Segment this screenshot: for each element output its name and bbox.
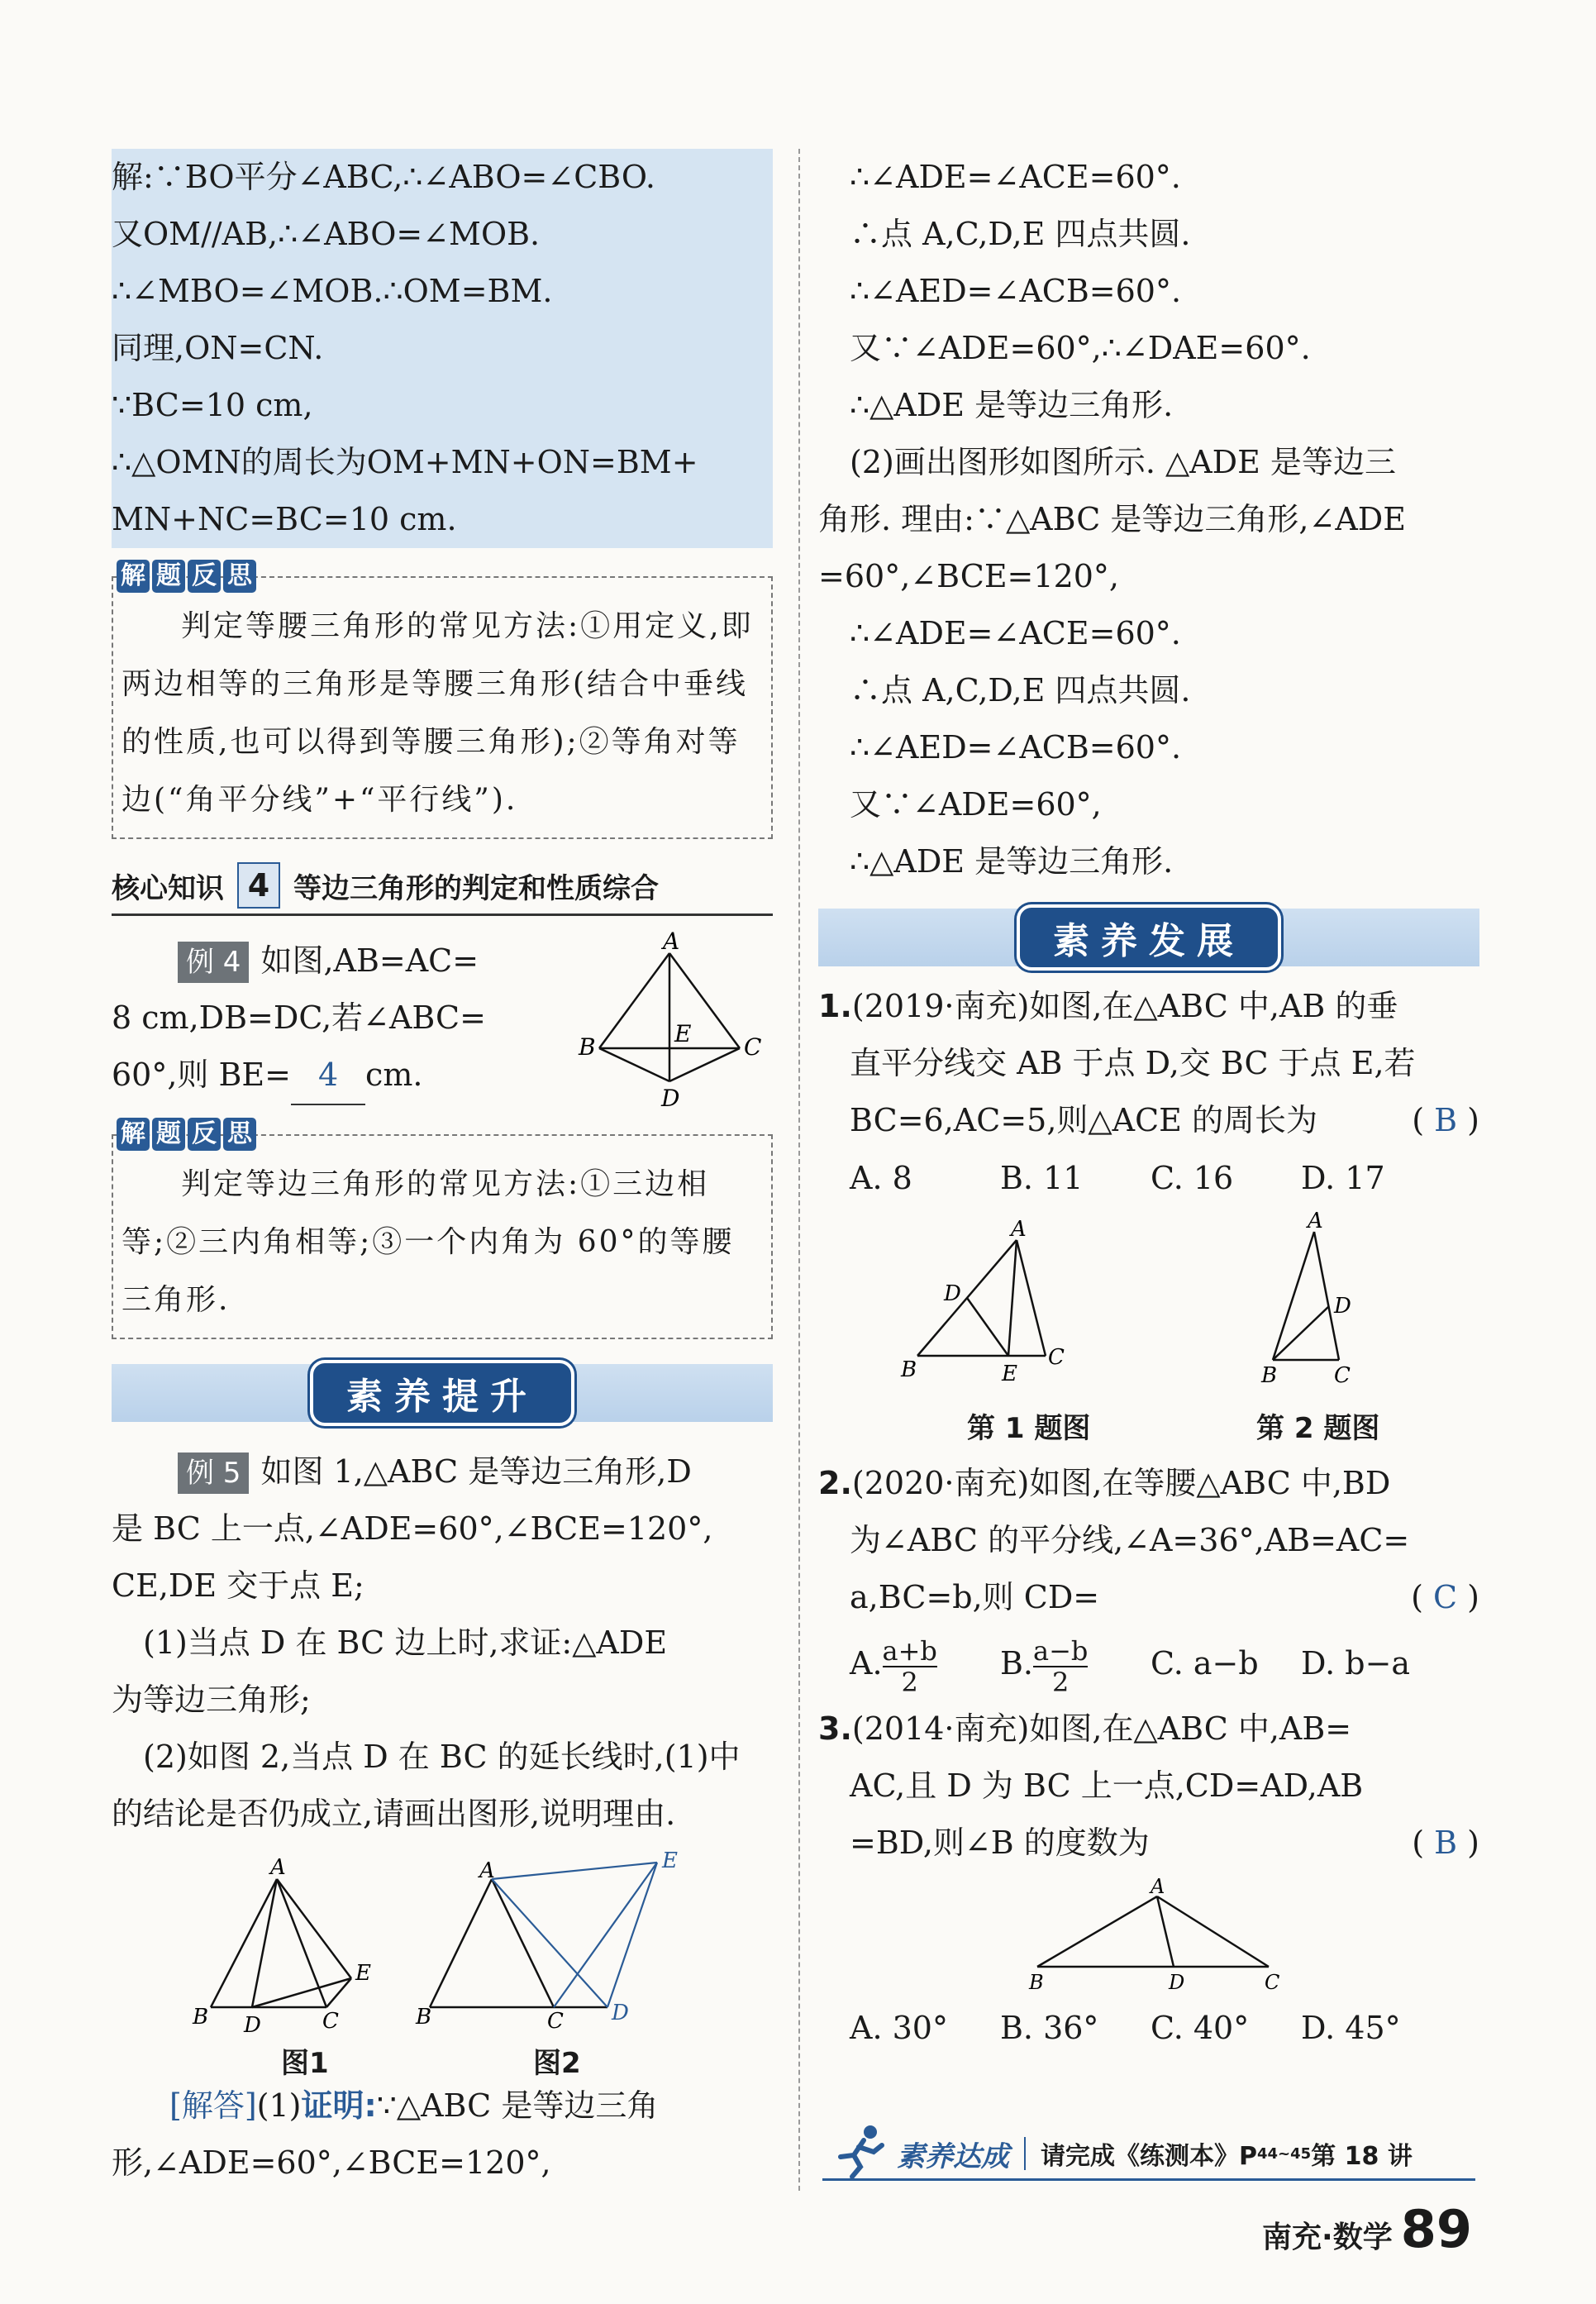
- example-tag: 例 5: [178, 1453, 249, 1494]
- solution-line: MN+NC=BC=10 cm.: [112, 501, 457, 537]
- figure-caption: 第 2 题图: [1256, 1412, 1380, 1445]
- choice: [850, 1626, 1000, 1701]
- left-column: [112, 149, 773, 2192]
- svg-text:A: A: [1011, 1217, 1027, 1242]
- proof-line: 角形. 理由:∵△ABC 是等边三角形,∠ADE: [818, 501, 1406, 537]
- choice: C. 16: [1151, 1160, 1234, 1196]
- example-text: CE,DE 交于点 E;: [112, 1567, 364, 1604]
- footer-task: 请完成《练测本》P: [1041, 2142, 1257, 2171]
- svg-text:B: B: [1029, 1971, 1044, 1994]
- column-divider: [798, 149, 800, 2191]
- svg-text:D: D: [1169, 1971, 1185, 1994]
- reflection-tag: [117, 1118, 763, 1151]
- unit-text: cm.: [365, 1057, 423, 1093]
- svg-text:B: B: [416, 2005, 432, 2030]
- question-number: 1.: [818, 988, 852, 1024]
- svg-text:E: E: [662, 1848, 678, 1873]
- choice: D. b−a: [1301, 1645, 1411, 1681]
- choice-label: A.: [850, 1645, 883, 1681]
- solution-line: ∴△OMN的周长为OM+MN+ON=BM+: [112, 444, 698, 480]
- choice: B. 11: [1000, 1160, 1084, 1196]
- question-3: [818, 1701, 1479, 2057]
- choice: A. 8: [850, 1160, 912, 1196]
- core-label: 核心知识: [112, 871, 224, 905]
- proof-line: ∴∠ADE=∠ACE=60°.: [850, 615, 1181, 651]
- core-number: 4: [237, 862, 280, 909]
- example-text: 60°,则 BE=: [112, 1057, 292, 1093]
- tag-char: 反: [188, 560, 221, 593]
- figure-example-4: [570, 928, 769, 1123]
- tag-char: 题: [152, 560, 185, 593]
- svg-text:C: C: [322, 2009, 339, 2034]
- page-number: 89: [1400, 2199, 1472, 2259]
- proof-label: 证明:: [301, 2087, 377, 2124]
- question-figures: [818, 1207, 1479, 1455]
- svg-text:D: D: [944, 1281, 961, 1306]
- svg-text:B: B: [193, 2005, 209, 2030]
- question-number: 2.: [818, 1465, 852, 1501]
- fraction: [883, 1636, 937, 1697]
- right-column: [818, 149, 1479, 2057]
- solution-line: 解:∵BO平分∠ABC,∴∠ABO=∠CBO.: [112, 159, 655, 195]
- reflection-box: [112, 561, 773, 839]
- example-5-answer: [112, 2077, 773, 2192]
- proof-line: ∴∠ADE=∠ACE=60°.: [850, 159, 1181, 195]
- answer-choice: B: [1434, 1102, 1458, 1138]
- solution-line: 又OM//AB,∴∠ABO=∠MOB.: [112, 216, 541, 252]
- svg-text:A: A: [479, 1858, 495, 1883]
- answer-paren: ( B ): [1412, 1102, 1479, 1138]
- svg-text:D: D: [661, 1085, 680, 1112]
- proof-line: (2)画出图形如图所示. △ADE 是等边三: [850, 444, 1396, 480]
- footer-badge: 素养达成: [897, 2139, 1009, 2173]
- example-text: 是 BC 上一点,∠ADE=60°,∠BCE=120°,: [112, 1510, 713, 1547]
- proof-line: 又∵∠ADE=60°,∴∠DAE=60°.: [850, 330, 1311, 366]
- question-text: a,BC=b,则 CD=: [850, 1579, 1100, 1615]
- svg-text:C: C: [1048, 1345, 1065, 1370]
- section-banner: [818, 909, 1479, 966]
- example-text: (2)如图 2,当点 D 在 BC 的延长线时,(1)中: [143, 1739, 741, 1775]
- banner-title: 素养发展: [1017, 904, 1281, 971]
- svg-text:D: D: [1334, 1294, 1351, 1319]
- question-text: =BD,则∠B 的度数为: [850, 1825, 1150, 1861]
- core-knowledge-heading: [112, 862, 773, 916]
- question-text: 为∠ABC 的平分线,∠A=36°,AB=AC=: [850, 1522, 1410, 1558]
- answer-choice: C: [1433, 1579, 1458, 1615]
- choice: C. a−b: [1151, 1645, 1259, 1681]
- solution-block: [112, 149, 773, 548]
- fraction: [1033, 1636, 1088, 1697]
- svg-text:C: C: [1265, 1971, 1280, 1994]
- proof-line: ∴△ADE 是等边三角形.: [850, 387, 1174, 423]
- example-text: 为等边三角形;: [112, 1681, 311, 1718]
- example-text: 如图,AB=AC=: [260, 942, 479, 979]
- question-text: (2019·南充)如图,在△ABC 中,AB 的垂: [851, 988, 1398, 1024]
- example-text: (1)当点 D 在 BC 边上时,求证:△ADE: [143, 1624, 668, 1661]
- footer-task-bar: [822, 2129, 1475, 2181]
- svg-text:A: A: [1308, 1209, 1323, 1233]
- footer-separator: [1024, 2137, 1026, 2170]
- question-1: [818, 978, 1479, 1207]
- solution-line: ∴∠MBO=∠MOB.∴OM=BM.: [112, 273, 553, 309]
- answer-paren: ( B ): [1412, 1825, 1479, 1861]
- question-text: (2020·南充)如图,在等腰△ABC 中,BD: [851, 1465, 1391, 1501]
- tag-char: 解: [117, 560, 150, 593]
- proof-line: ∴点 A,C,D,E 四点共圆.: [850, 672, 1191, 708]
- figure-question-1: [901, 1219, 1124, 1393]
- svg-text:E: E: [674, 1020, 692, 1047]
- solution-line: 同理,ON=CN.: [112, 330, 324, 366]
- question-text: BC=6,AC=5,则△ACE 的周长为: [850, 1102, 1317, 1138]
- fraction-numerator: a−b: [1033, 1634, 1089, 1667]
- example-5: [112, 1443, 773, 1843]
- figure-question-3: [1017, 1875, 1298, 1996]
- proof-line: ∴∠AED=∠ACB=60°.: [850, 729, 1182, 766]
- footer-pages: 44~45: [1257, 2144, 1312, 2163]
- runner-icon: [831, 2122, 889, 2180]
- svg-text:A: A: [663, 928, 680, 955]
- choice: A. 30°: [850, 2010, 948, 2046]
- reflection-box: [112, 1119, 773, 1339]
- reflection-tag: [117, 560, 763, 593]
- choice: D. 45°: [1301, 2010, 1401, 2046]
- choice-label: B.: [1000, 1645, 1034, 1681]
- svg-text:C: C: [744, 1033, 762, 1061]
- svg-text:C: C: [547, 2009, 564, 2034]
- page-footer: [1262, 2199, 1472, 2259]
- question-text: (2014·南充)如图,在△ABC 中,AB=: [851, 1710, 1352, 1747]
- svg-text:B: B: [1261, 1363, 1278, 1388]
- proof-line: ∴△ADE 是等边三角形.: [850, 843, 1174, 880]
- svg-text:D: D: [244, 2013, 261, 2038]
- proof-line: ∴点 A,C,D,E 四点共圆.: [850, 216, 1191, 252]
- svg-text:A: A: [1151, 1875, 1165, 1898]
- svg-text:B: B: [901, 1357, 917, 1382]
- svg-text:C: C: [1334, 1363, 1351, 1388]
- svg-text:D: D: [612, 2001, 629, 2025]
- solution-line: ∵BC=10 cm,: [112, 387, 313, 423]
- question-number: 3.: [818, 1710, 852, 1747]
- svg-text:B: B: [579, 1033, 596, 1061]
- banner-title: 素养提升: [310, 1360, 574, 1426]
- tag-char: 反: [188, 1118, 221, 1151]
- footer-subject: 南充·数学: [1262, 2221, 1393, 2254]
- footer-lesson: 第 18 讲: [1311, 2142, 1413, 2171]
- example-text: 如图 1,△ABC 是等边三角形,D: [260, 1453, 692, 1490]
- reflection-text: 判定等边三角形的常见方法:①三边相等;②三内角相等;③一个内角为 60°的等腰三角形.: [121, 1167, 735, 1317]
- fraction-denominator: 2: [1052, 1666, 1070, 1698]
- fraction-numerator: a+b: [882, 1634, 937, 1667]
- fraction-denominator: 2: [901, 1666, 918, 1698]
- figure-caption: 图1: [281, 2047, 329, 2080]
- answer-part: (1): [256, 2087, 302, 2124]
- proof-line: 又∵∠ADE=60°,: [850, 786, 1102, 823]
- svg-text:A: A: [270, 1855, 286, 1880]
- figure-1: [186, 1854, 376, 2044]
- choice: B. 36°: [1000, 2010, 1099, 2046]
- question-text: 直平分线交 AB 于点 D,交 BC 于点 E,若: [850, 1045, 1416, 1081]
- section-banner: [112, 1364, 773, 1422]
- choices: [818, 1149, 1479, 1207]
- answer-text: ∵△ABC 是等边三角: [376, 2087, 659, 2124]
- answer-blank: 4: [291, 1047, 365, 1105]
- answer-label: [解答]: [169, 2087, 257, 2124]
- choice: C. 40°: [1151, 2010, 1250, 2046]
- figure-caption: 第 1 题图: [967, 1412, 1091, 1445]
- svg-text:E: E: [1002, 1362, 1017, 1386]
- reflection-text: 判定等腰三角形的常见方法:①用定义,即两边相等的三角形是等腰三角形(结合中垂线的性质,也可以得到等腰三角形);②等角对等边(“角平分线”+“平行线”).: [121, 609, 754, 817]
- question-2: [818, 1455, 1479, 1701]
- question-text: AC,且 D 为 BC 上一点,CD=AD,AB: [850, 1767, 1364, 1804]
- choices: [818, 1999, 1479, 2057]
- answer-text: 形,∠ADE=60°,∠BCE=120°,: [112, 2144, 551, 2181]
- core-title: 等边三角形的判定和性质综合: [293, 871, 659, 905]
- example-5-figures: [112, 1848, 773, 2080]
- figure-2: [416, 1848, 731, 2044]
- answer-choice: B: [1434, 1825, 1458, 1861]
- tag-char: 解: [117, 1118, 150, 1151]
- example-tag: 例 4: [178, 942, 249, 983]
- example-4: [112, 928, 773, 1123]
- proof-line: ∴∠AED=∠ACB=60°.: [850, 273, 1182, 309]
- figure-question-2: [1248, 1207, 1397, 1397]
- example-text: 8 cm,DB=DC,若∠ABC=: [112, 999, 486, 1036]
- proof-line: =60°,∠BCE=120°,: [818, 558, 1120, 594]
- svg-text:E: E: [355, 1961, 371, 1986]
- tag-char: 思: [223, 1118, 256, 1151]
- choice: D. 17: [1301, 1160, 1385, 1196]
- tag-char: 题: [152, 1118, 185, 1151]
- figure-caption: 图2: [533, 2047, 581, 2080]
- example-text: 的结论是否仍成立,请画出图形,说明理由.: [112, 1796, 676, 1832]
- choice: [1000, 1626, 1151, 1701]
- tag-char: 思: [223, 560, 256, 593]
- answer-paren: ( C ): [1411, 1579, 1479, 1615]
- choices: [818, 1626, 1479, 1701]
